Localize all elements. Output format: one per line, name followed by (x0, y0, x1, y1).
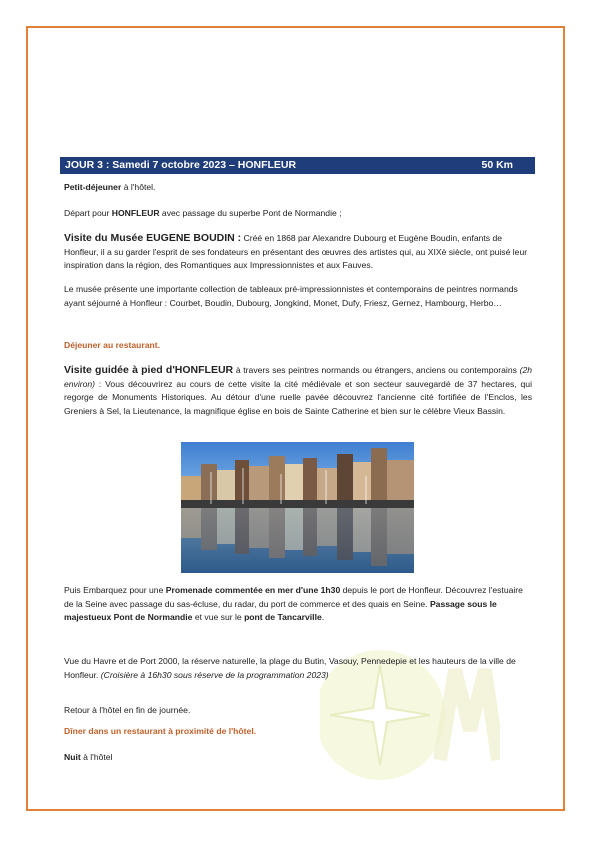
lunch-line: Déjeuner au restaurant. (64, 340, 160, 350)
dinner-line: Dîner dans un restaurant à proximité de l'hôtel. (64, 726, 257, 736)
honfleur-harbour-photo (181, 442, 414, 573)
tour-text-2: : Vous découvrirez au cours de cette visite la cité médiévale et son secteur sauvegardé de 37 hectares, qui regorge de Monuments Historiques. Au détour d'une ruelle pavée découvrez l'ancienne cité fortifiée de l'Enclos, les Greniers à Sel, la Lieutenance, la magnifique église en bois de Sainte Catherine et bien sur le célèbre Vieux Bassin. (64, 378, 532, 416)
departure-post: avec passage du superbe Pont de Normandie ; (159, 208, 342, 218)
tour-duration: (2h environ) (64, 365, 532, 389)
day-distance: 50 Km (481, 159, 513, 171)
departure-pre: Départ pour (64, 208, 112, 218)
cruise-title: Promenade commentée en mer d'une 1h30 (165, 585, 341, 595)
night-rest: à l'hôtel (80, 752, 113, 762)
day-title: JOUR 3 : Samedi 7 octobre 2023 – HONFLEUR (65, 159, 297, 171)
tour-title: Visite guidée à pied d'HONFLEUR (64, 364, 234, 376)
view-paragraph (64, 655, 532, 682)
cruise-bridge-tancarville: pont de Tancarville (244, 612, 322, 622)
museum-collection: Le musée présente une importante collection de tableaux pré-impressionnistes et contemporains de peintres normands ayant séjourné à Honfleur : Courbet, Boudin, Dubourg, Jongkind, Monet, Dufy, Friesz, Gernez, Hambourg, Herbo… (64, 284, 518, 308)
cruise-text: depuis le port de Honfleur. Découvrez l'estuaire de la Seine avec passage du sas-écluse, du radar, du port de commerce et des quais en Seine. (64, 585, 523, 609)
museum-text: Créé en 1868 par Alexandre Dubourg et Eugène Boudin, enfants de Honfleur, il a su garder l'esprit de ses fondateurs en présentant des œuvres des artistes qui, au XIXè siècle, ont puisé leur inspiration dans la région, des Romantiques aux Impressionnistes et aux Fauves. (64, 233, 528, 270)
tour-text-1: à travers ses peintres normands ou étrangers, anciens ou contemporains (233, 365, 520, 375)
night-label: Nuit (64, 752, 81, 762)
day-header-bar (60, 157, 535, 174)
cruise-text-2: et vue sur le (192, 612, 245, 622)
breakfast-label: Petit-déjeuner (64, 182, 122, 192)
museum-title: Visite du Musée EUGENE BOUDIN : (64, 232, 242, 244)
museum-paragraph (64, 232, 532, 273)
departure-line (64, 207, 532, 221)
night-line (64, 751, 532, 765)
view-text: Vue du Havre et de Port 2000, la réserve naturelle, la plage du Butin, Vasouy, Pennedepie et les hauteurs de la ville de Honfleur. (64, 656, 516, 680)
breakfast-line (64, 181, 532, 195)
cruise-bridge-normandie: Passage sous le majestueux Pont de Normandie (64, 598, 497, 622)
return-line: Retour à l'hôtel en fin de journée. (64, 705, 191, 715)
cruise-end: . (321, 612, 325, 622)
tour-paragraph (64, 364, 532, 418)
breakfast-rest: à l'hôtel. (121, 182, 156, 192)
cruise-schedule-note: (Croisière à 16h30 sous réserve de la programmation 2023) (100, 669, 329, 680)
cruise-pre: Puis Embarquez pour une (64, 585, 166, 595)
departure-destination: HONFLEUR (111, 208, 160, 218)
cruise-paragraph (64, 584, 532, 625)
